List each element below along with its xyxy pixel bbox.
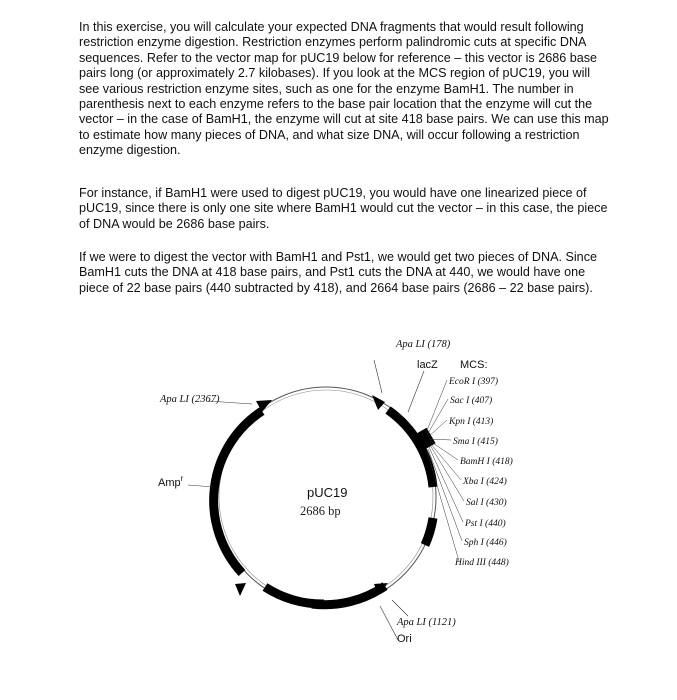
mcs-site: Pst I (440) — [465, 519, 506, 529]
feature-arc-right — [425, 518, 433, 545]
label-apali-178: Apa LI (178) — [396, 339, 451, 350]
amp-tail-arrow — [235, 583, 246, 596]
mcs-site: Kpn I (413) — [449, 417, 494, 427]
label-lacz: lacZ — [417, 359, 438, 371]
mcs-site: Sac I (407) — [450, 396, 493, 406]
mcs-site: Sal I (430) — [466, 498, 507, 508]
mcs-site: Sph I (446) — [464, 538, 507, 548]
lacz-arrowhead — [372, 395, 385, 410]
mcs-site: BamH I (418) — [460, 457, 513, 467]
example-paragraph-bamh1-pst1: If we were to digest the vector with BamH1 and Pst1, we would get two pieces of DNA. Since BamH1 cuts the DNA at 418 base pairs, and Pst1 cuts the DNA at 440, we would have one piece of 22 base pairs (440 subtracted by 418), and 2664 base pairs (2686 – 22 base pairs). — [79, 250, 597, 295]
feature-arc-amp — [214, 411, 262, 573]
leader-apali-178 — [374, 360, 382, 393]
mcs-site-list — [448, 376, 513, 568]
mcs-site: Sma I (415) — [453, 437, 498, 447]
leader-lacz — [408, 371, 424, 412]
label-apali-2367: Apa LI (2367) — [160, 394, 220, 405]
mcs-site: EcoR I (397) — [449, 377, 499, 387]
leader-ori — [380, 606, 398, 640]
plasmid-name: pUC19 — [307, 485, 348, 500]
mcs-site: Hind III (448) — [455, 558, 509, 568]
example-paragraph-bamh1: For instance, if BamH1 were used to digest pUC19, you would have one linearized piece of pUC19, since there is only one site where BamH1 would cut the vector – in this case, the piece of DNA would be 2686 base pairs. — [79, 186, 608, 231]
label-amp: Amp$^r$ — [158, 474, 184, 489]
intro-paragraph: In this exercise, you will calculate your expected DNA fragments that would result following restriction enzyme digestion. Restriction enzymes perform palindromic cuts at specific DNA sequences. Refer to the vector map for pUC19 below for reference – this vector is 2686 base pairs long (or approximately 2.7 kilobases). If you look at the MCS region of pUC19, you will see various restriction enzyme sites, such as one for the enzyme BamH1. The number in parenthesis next to each enzyme refers to the base pair location that the enzyme will cut the vector – in the case of BamH1, the enzyme will cut at site 418 base pairs. We can use this map to estimate how many pieces of DNA, and what size DNA, will occur following a restriction enzyme digestion. — [79, 20, 609, 158]
plasmid-size: 2686 bp — [300, 504, 341, 518]
label-ori: Ori — [397, 633, 412, 645]
leader-amp — [188, 485, 214, 487]
label-apali-1121: Apa LI (1121) — [397, 617, 456, 628]
leader-apali-1121 — [392, 600, 408, 616]
label-mcs: MCS: — [460, 359, 488, 371]
mcs-site: Xba I (424) — [463, 477, 507, 487]
feature-arc-ori — [312, 586, 385, 605]
